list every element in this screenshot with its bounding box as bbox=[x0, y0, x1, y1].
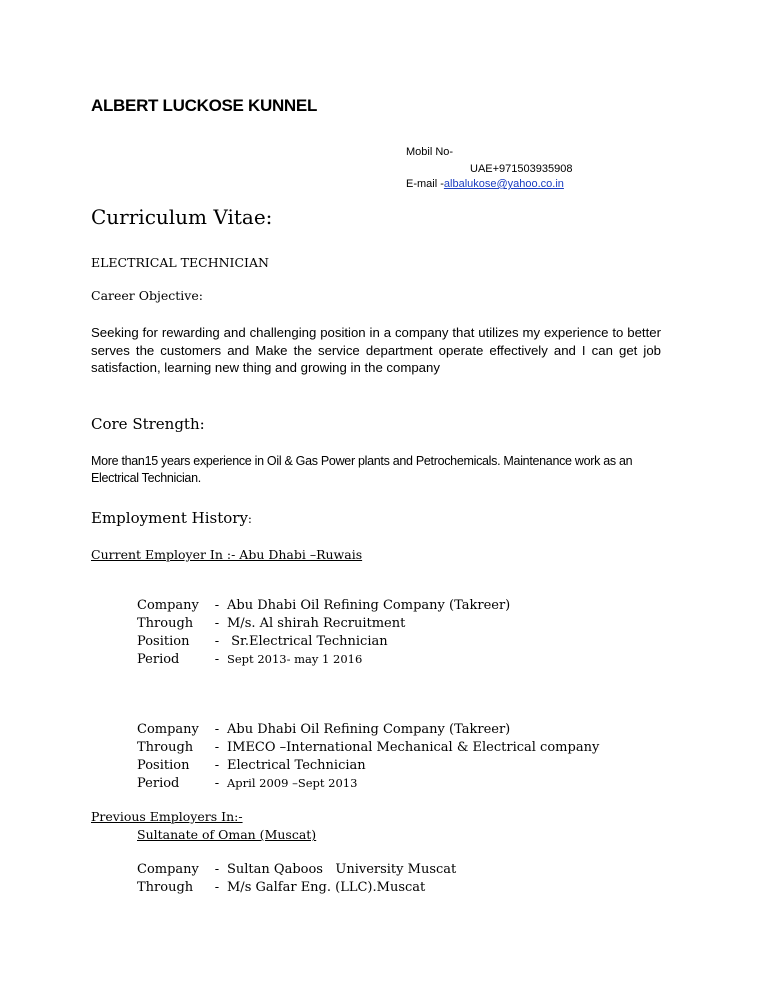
dash: - bbox=[214, 598, 220, 613]
job-row-period bbox=[137, 776, 357, 791]
job-row-through bbox=[137, 740, 599, 755]
career-objective-text: Seeking for rewarding and challenging position in a company that utilizes my experience to better serves the customers and Make the service department operate effectively and I can get job satisfaction, learning new thing and growing in the company bbox=[91, 325, 661, 375]
through-value: M/s Galfar Eng. (LLC).Muscat bbox=[227, 880, 426, 895]
company-value: Sultan Qaboos University Muscat bbox=[227, 862, 457, 877]
company-value: Abu Dhabi Oil Refining Company (Takreer) bbox=[227, 722, 511, 737]
dash: - bbox=[214, 634, 220, 649]
email-label: E-mail - bbox=[406, 178, 444, 190]
candidate-name: ALBERT LUCKOSE KUNNEL bbox=[91, 96, 318, 115]
previous-employers-label: Previous Employers In:- bbox=[91, 809, 243, 824]
position-label: Position bbox=[137, 634, 190, 649]
mobile-number: UAE+971503935908 bbox=[470, 163, 573, 175]
company-label: Company bbox=[137, 722, 199, 737]
company-label: Company bbox=[137, 598, 199, 613]
job-row-position bbox=[137, 758, 366, 773]
email-line bbox=[406, 178, 564, 190]
period-label: Period bbox=[137, 776, 180, 791]
dash: - bbox=[214, 880, 220, 895]
through-value: IMECO –International Mechanical & Electrical company bbox=[227, 740, 600, 755]
through-label: Through bbox=[137, 616, 194, 631]
dash: - bbox=[214, 758, 220, 773]
dash: - bbox=[214, 722, 220, 737]
through-value: M/s. Al shirah Recruitment bbox=[227, 616, 406, 631]
previous-location: Sultanate of Oman (Muscat) bbox=[137, 827, 317, 842]
core-strength-heading: Core Strength: bbox=[91, 415, 205, 433]
dash: - bbox=[214, 862, 220, 877]
through-label: Through bbox=[137, 880, 194, 895]
job-row-position bbox=[137, 634, 388, 649]
company-label: Company bbox=[137, 862, 199, 877]
document-title: Curriculum Vitae: bbox=[91, 205, 273, 229]
dash: - bbox=[214, 776, 220, 791]
position-label: Position bbox=[137, 758, 190, 773]
employment-history-heading bbox=[91, 509, 252, 527]
period-value: April 2009 –Sept 2013 bbox=[227, 776, 358, 790]
position-value: Sr.Electrical Technician bbox=[227, 634, 388, 649]
job-row-company bbox=[137, 598, 510, 613]
job-row-company bbox=[137, 862, 456, 877]
job-row-company bbox=[137, 722, 510, 737]
dash: - bbox=[214, 740, 220, 755]
through-label: Through bbox=[137, 740, 194, 755]
job-row-through bbox=[137, 616, 405, 631]
company-value: Abu Dhabi Oil Refining Company (Takreer) bbox=[227, 598, 511, 613]
employment-history-colon: : bbox=[247, 512, 252, 526]
position-value: Electrical Technician bbox=[227, 758, 366, 773]
dash: - bbox=[214, 652, 220, 667]
core-strength-text: More than15 years experience in Oil & Gas Power plants and Petrochemicals. Maintenance work as an Electrical Technician. bbox=[91, 454, 633, 485]
current-employer-label: Current Employer In :- Abu Dhabi –Ruwais bbox=[91, 547, 363, 562]
career-objective-heading: Career Objective: bbox=[91, 288, 203, 303]
job-row-period bbox=[137, 652, 362, 667]
period-value: Sept 2013- may 1 2016 bbox=[227, 652, 363, 666]
period-label: Period bbox=[137, 652, 180, 667]
dash: - bbox=[214, 616, 220, 631]
job-row-through bbox=[137, 880, 425, 895]
position-title: ELECTRICAL TECHNICIAN bbox=[91, 255, 269, 270]
email-link[interactable]: albalukose@yahoo.co.in bbox=[443, 178, 564, 190]
employment-history-title: Employment History bbox=[91, 509, 248, 527]
mobile-label: Mobil No- bbox=[406, 146, 454, 158]
